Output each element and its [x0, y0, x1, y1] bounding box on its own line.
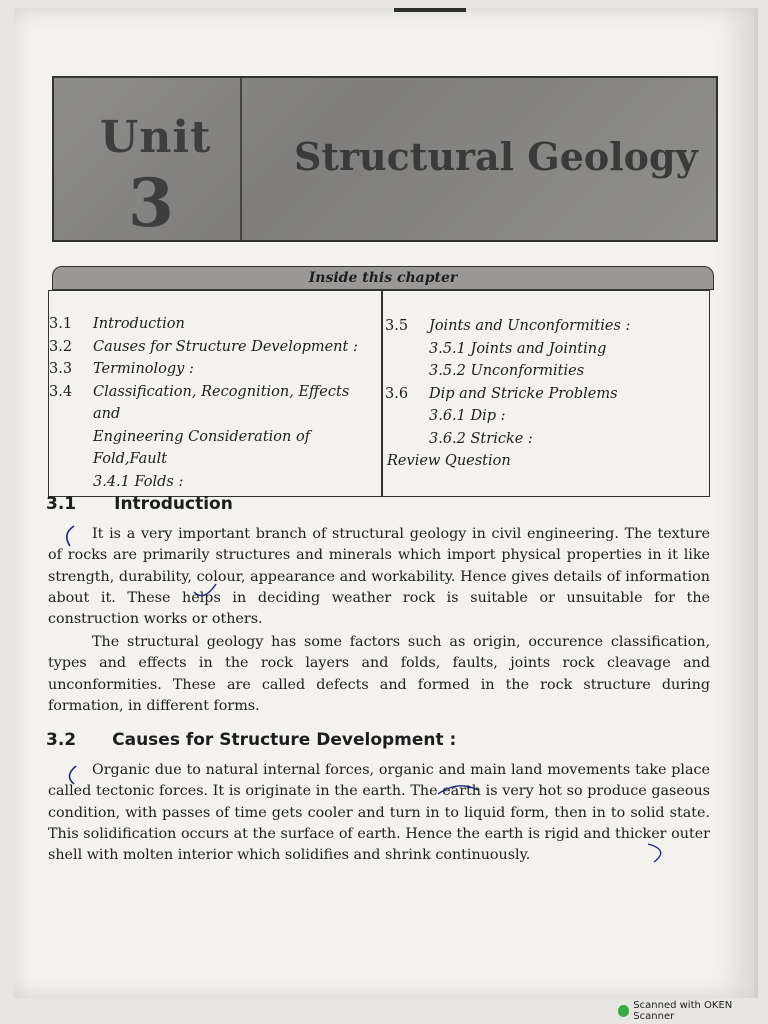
unit-label: Unit — [100, 112, 212, 163]
chapter-contents-box — [48, 290, 710, 497]
intro-paragraph-1: It is a very important branch of structural geology in civil engineering. The texture of rocks are primarily structures and minerals which import physical properties in it like strength, durability, colour, appearance and workability. Hence gives details of information about it. These helps in deciding weather rock is suitable or unsuitable for the construction works or others. — [48, 526, 710, 628]
causes-paragraph: Organic due to natural internal forces, organic and main land movements take place called tectonic forces. It is originate in the earth. The earth is very hot so produce gaseous condition, with passes of time gets cooler and turn in to liquid form, then in to solid state. This solidification occurs at the surface of earth. Hence the earth is rigid and thicker outer shell with molten interior which solidifies and shrink continuously. — [48, 762, 710, 864]
scanner-watermark — [618, 1000, 768, 1022]
contents-left-column — [49, 313, 379, 493]
chapter-contents-header: Inside this chapter — [52, 266, 714, 290]
section-heading-introduction: 3.1 Introduction — [46, 494, 233, 514]
section-heading-causes: 3.2 Causes for Structure Development : — [46, 730, 457, 750]
page-top-edge — [394, 8, 466, 12]
unit-banner — [52, 76, 718, 242]
banner-divider — [240, 78, 242, 240]
unit-number: 3 — [128, 164, 174, 242]
toc-item: 3.6.2 Stricke : — [429, 430, 533, 447]
toc-item: 3.5.1 Joints and Jointing — [429, 340, 607, 357]
toc-item: Engineering Consideration of Fold,Fault — [93, 428, 311, 467]
toc-item: 3.6.1 Dip : — [429, 408, 506, 424]
toc-item: 3.5.2 Unconformities — [429, 363, 585, 379]
contents-column-divider — [381, 291, 383, 496]
toc-item: 3.1 Introduction — [49, 316, 185, 332]
toc-item: 3.3 Terminology : — [49, 361, 194, 377]
scanned-page — [14, 8, 758, 998]
toc-item: 3.2 Causes for Structure Development : — [49, 338, 358, 355]
scanner-text: Scanned with OKEN Scanner — [633, 1000, 733, 1022]
chapter-title: Structural Geology — [294, 134, 698, 179]
contents-right-column — [385, 315, 707, 473]
toc-item: 3.4.1 Folds : — [93, 473, 184, 490]
toc-item: 3.6 Dip and Stricke Problems — [385, 385, 618, 402]
intro-paragraph-2: The structural geology has some factors such as origin, occurence classification, types and effects in the rock layers and folds, faults, joints rock cleavage and unconformities. These are called defects and formed in the rock structure during formation, in different forms. — [48, 634, 710, 714]
toc-item: 3.5 Joints and Unconformities : — [385, 318, 631, 334]
scanner-logo-icon — [618, 1005, 629, 1017]
toc-item: 3.4 Classification, Recognition, Effects and — [49, 383, 350, 422]
toc-item: Review Question — [387, 453, 511, 469]
